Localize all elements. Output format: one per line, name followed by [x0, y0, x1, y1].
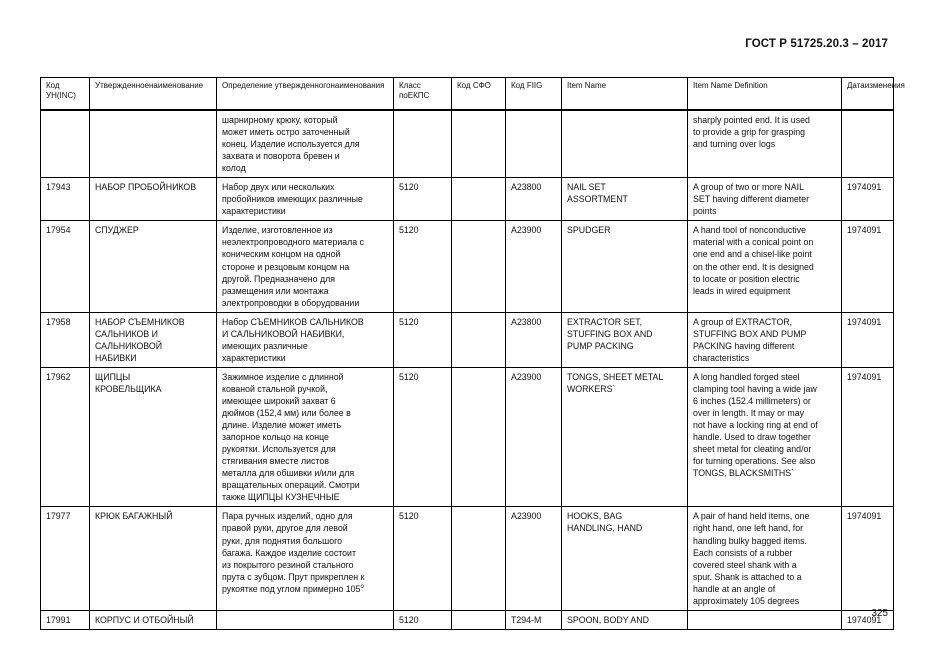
cell-line: [693, 138, 836, 150]
cell-line: [693, 340, 836, 352]
cell-line: [693, 316, 836, 328]
cell-line: [222, 407, 388, 419]
cell-line-text: A group of two or more NAIL: [693, 182, 804, 193]
column-header-line: Класс по: [399, 81, 421, 100]
cell-line-text: правой руки, другое для левой: [222, 523, 348, 534]
cell-line: [693, 352, 836, 364]
cell-line-text: И САЛЬНИКОВОЙ НАБИВКИ,: [222, 328, 345, 339]
column-header-ekps-class: [394, 78, 452, 111]
cell-sfo-code: [452, 507, 506, 610]
cell-line: [693, 443, 836, 455]
cell-inc-code: 17943: [41, 178, 90, 221]
document-header: ГОСТ Р 51725.20.3 – 2017: [745, 38, 888, 50]
cell-sfo-code: [452, 610, 506, 629]
column-header-item-name-definition: [688, 78, 842, 111]
cell-line-text: SPUDGER: [567, 225, 611, 236]
cell-change-date: 1974091: [842, 610, 894, 629]
cell-line: [567, 522, 682, 534]
cell-item-name-definition: [688, 178, 842, 221]
cell-fiig-code: T294-M: [506, 610, 562, 629]
cell-line-text: колод: [222, 163, 246, 174]
cell-line: [222, 248, 388, 260]
table-row: [41, 178, 894, 221]
cell-line-text: рукоятки. Используется для: [222, 444, 336, 455]
cell-line-text: HANDLING, HAND: [567, 523, 643, 534]
cell-item-name-definition: [688, 110, 842, 178]
cell-line: [222, 395, 388, 407]
cell-line: [693, 571, 836, 583]
column-header-line: Item Name: [567, 81, 607, 90]
cell-line-text: НАБОР СЪЕМНИКОВ: [95, 316, 185, 327]
cell-line-text: Зажимное изделие с длинной: [222, 371, 344, 382]
cell-line-text: Набор двух или нескольких: [222, 182, 335, 193]
cell-line-text: Пара ручных изделий, одно для: [222, 511, 353, 522]
column-header-line: ЕКПС: [407, 91, 430, 100]
cell-line: [693, 205, 836, 217]
cell-line-text: on the other end. It is designed: [693, 261, 814, 272]
cell-line: [567, 614, 682, 626]
cell-line-text: стороне и резцовым концом на: [222, 261, 350, 272]
cell-line: [222, 371, 388, 383]
cell-approved-definition: [217, 221, 394, 312]
cell-fiig-code: [506, 110, 562, 178]
table-header-row: [41, 78, 894, 111]
cell-line-text: sharply pointed end. It is used: [693, 115, 810, 125]
cell-approved-name: [90, 312, 217, 367]
cell-line: [95, 316, 211, 328]
cell-line: [693, 559, 836, 571]
cell-line-text: STUFFING BOX AND PUMP: [693, 328, 807, 339]
cell-line-text: характеристики: [222, 352, 286, 363]
cell-ekps-class: [394, 110, 452, 178]
cell-item-name: [562, 312, 688, 367]
cell-line-text: коническим концом на одной: [222, 249, 341, 260]
cell-line-text: handle. Used to draw together: [693, 432, 811, 443]
cell-line: [693, 407, 836, 419]
column-header-line: (INC): [56, 91, 76, 100]
column-header-line: наименования: [330, 81, 385, 90]
cell-line-text: EXTRACTOR SET,: [567, 316, 643, 327]
cell-line-text: САЛЬНИКОВОЙ: [95, 340, 163, 351]
cell-change-date: 1974091: [842, 507, 894, 610]
cell-line: [222, 455, 388, 467]
cell-change-date: 1974091: [842, 221, 894, 312]
cell-line: [693, 371, 836, 383]
cell-line-text: PUMP PACKING: [567, 340, 634, 351]
column-header-line: Утвержденное: [95, 81, 150, 90]
cell-line-text: размещения или монтажа: [222, 285, 329, 296]
cell-line-text: SPOON, BODY AND: [567, 614, 649, 625]
cell-line-text: НАБИВКИ: [95, 352, 137, 363]
cell-line: [693, 126, 836, 138]
cell-line-text: right hand, one left hand, for: [693, 523, 804, 534]
cell-line-text: for turning operations. See also: [693, 456, 816, 467]
cell-line-text: прута с зубцом. Прут прикреплен к: [222, 571, 365, 582]
cell-ekps-class: 5120: [394, 507, 452, 610]
column-header-sfo-code: [452, 78, 506, 111]
cell-approved-name: [90, 367, 217, 507]
cell-line: [222, 316, 388, 328]
cell-ekps-class: 5120: [394, 221, 452, 312]
nomenclature-table: [40, 77, 905, 630]
cell-line: [222, 491, 388, 503]
cell-line-text: STUFFING BOX AND: [567, 328, 653, 339]
cell-line-text: sheet metal for cleating and/or: [693, 444, 812, 455]
cell-line: [222, 150, 388, 162]
cell-item-name-definition: [688, 312, 842, 367]
cell-line: [693, 510, 836, 522]
cell-approved-definition: [217, 507, 394, 610]
cell-line-text: A long handled forged steel: [693, 371, 800, 382]
column-header-approved-definition: [217, 78, 394, 111]
cell-approved-definition: [217, 610, 394, 629]
column-header-item-name: [562, 78, 688, 111]
cell-item-name-definition: [688, 367, 842, 507]
cell-line-text: NAIL SET: [567, 182, 606, 193]
cell-inc-code: 17962: [41, 367, 90, 507]
cell-line: [222, 181, 388, 193]
cell-ekps-class: 5120: [394, 312, 452, 367]
cell-line: [693, 383, 836, 395]
cell-line-text: длине. Изделие может иметь: [222, 420, 342, 431]
column-header-fiig-code: [506, 78, 562, 111]
cell-line: [567, 224, 682, 236]
cell-line-text: covered steel shank with a: [693, 559, 797, 570]
cell-approved-definition: [217, 312, 394, 367]
cell-fiig-code: A23800: [506, 178, 562, 221]
cell-line: [222, 297, 388, 309]
cell-line: [693, 273, 836, 285]
cell-fiig-code: A23900: [506, 507, 562, 610]
cell-line: [693, 248, 836, 260]
cell-inc-code: [41, 110, 90, 178]
cell-inc-code: 17991: [41, 610, 90, 629]
cell-line-text: points: [693, 206, 717, 217]
cell-line: [222, 419, 388, 431]
cell-line-text: handling bulky bagged items.: [693, 535, 807, 546]
cell-line-text: рукоятке под углом примерно 105: [222, 583, 361, 594]
table-row: [41, 110, 894, 178]
cell-approved-name: [90, 221, 217, 312]
cell-line-text: ASSORTMENT: [567, 194, 628, 205]
cell-line-text: to locate or position electric: [693, 273, 800, 284]
cell-line: [222, 431, 388, 443]
table-row: [41, 221, 894, 312]
cell-line: [222, 261, 388, 273]
cell-line-text: пробойников имеющих различные: [222, 194, 363, 205]
cell-approved-name: [90, 178, 217, 221]
cell-change-date: [842, 110, 894, 178]
cell-line-text: также ЩИПЦЫ КУЗНЕЧНЫЕ: [222, 492, 340, 503]
cell-line: [222, 571, 388, 583]
cell-item-name-definition: [688, 507, 842, 610]
cell-ekps-class: 5120: [394, 178, 452, 221]
cell-line-text: стягивания вместе листов: [222, 456, 329, 467]
cell-sfo-code: [452, 312, 506, 367]
cell-line: [222, 285, 388, 297]
cell-line-text: дюймов (152,4 мм) или более в: [222, 408, 351, 419]
cell-line: [693, 547, 836, 559]
cell-line: [693, 114, 836, 126]
cell-line-text: spur. Shank is attached to a: [693, 571, 802, 582]
cell-line-text: характеристики: [222, 206, 286, 217]
cell-line: [693, 455, 836, 467]
cell-line: [693, 431, 836, 443]
cell-line-text: characteristics: [693, 352, 750, 363]
cell-change-date: 1974091: [842, 312, 894, 367]
column-header-line: Код СФО: [457, 81, 491, 90]
column-header-line: Item Name Definition: [693, 81, 768, 90]
cell-line-text: one end and a chisel-like point: [693, 249, 812, 260]
column-header-approved-name: [90, 78, 217, 111]
cell-line: [693, 224, 836, 236]
cell-sfo-code: [452, 221, 506, 312]
cell-line: [567, 193, 682, 205]
cell-line-text: КРЮК БАГАЖНЫЙ: [95, 511, 173, 522]
cell-line-text: WORKERS`: [567, 383, 616, 394]
cell-line: [222, 352, 388, 364]
cell-line: [222, 328, 388, 340]
cell-line: [222, 273, 388, 285]
cell-line: [693, 419, 836, 431]
cell-line: [95, 181, 211, 193]
cell-line-text: может иметь остро заточенный: [222, 127, 350, 138]
cell-line: [693, 583, 836, 595]
table-row: [41, 610, 894, 629]
cell-change-date: 1974091: [842, 367, 894, 507]
cell-line: [567, 328, 682, 340]
cell-line-text: руки, для поднятия большого: [222, 535, 342, 546]
cell-line: [95, 328, 211, 340]
cell-line: [222, 224, 388, 236]
cell-line: [222, 522, 388, 534]
cell-line: [222, 138, 388, 150]
cell-ekps-class: 5120: [394, 610, 452, 629]
column-header-line: изменения: [864, 81, 905, 90]
cell-line: [222, 162, 388, 174]
page-number: 325: [871, 608, 888, 619]
cell-item-name-definition: [688, 610, 842, 629]
cell-line-text: A pair of hand held items, one: [693, 511, 810, 522]
cell-inc-code: 17977: [41, 507, 90, 610]
cell-line-text: имеющее широкий захват 6: [222, 395, 336, 406]
cell-line-text: A group of EXTRACTOR,: [693, 316, 793, 327]
cell-line: [222, 467, 388, 479]
cell-line: [693, 193, 836, 205]
cell-line-text: Набор СЪЕМНИКОВ САЛЬНИКОВ: [222, 316, 364, 327]
cell-line: [567, 383, 682, 395]
cell-line-text: leads in wired equipment: [693, 285, 791, 296]
cell-line-text: КОРПУС И ОТБОЙНЫЙ: [95, 614, 194, 625]
cell-line: [95, 614, 211, 626]
cell-line: [567, 371, 682, 383]
cell-line-text: СПУДЖЕР: [95, 225, 139, 236]
cell-line-text: кованой стальной ручкой,: [222, 383, 328, 394]
cell-line-text: неэлектропроводного материала с: [222, 237, 365, 248]
column-header-line: наименование: [149, 81, 204, 90]
cell-line: [222, 510, 388, 522]
cell-line-text: not have a locking ring at end of: [693, 420, 818, 431]
cell-line: [222, 535, 388, 547]
cell-line-text: over in length. It may or may: [693, 408, 804, 419]
cell-line: [222, 126, 388, 138]
cell-ekps-class: 5120: [394, 367, 452, 507]
cell-line-text: SET having different diameter: [693, 194, 810, 205]
cell-fiig-code: A23900: [506, 367, 562, 507]
cell-item-name: [562, 110, 688, 178]
cell-line-text: and turning over logs: [693, 139, 776, 150]
cell-line: [693, 522, 836, 534]
cell-change-date: 1974091: [842, 178, 894, 221]
cell-line: [95, 340, 211, 352]
cell-line-text: запорное кольцо на конце: [222, 432, 329, 443]
cell-line-text: material with a conical point on: [693, 237, 814, 248]
cell-approved-name: [90, 507, 217, 610]
cell-line-text: TONGS, BLACKSMITHS`: [693, 468, 795, 479]
cell-line: [693, 261, 836, 273]
cell-line-text: электропроводки в оборудовании: [222, 297, 360, 308]
cell-line: [95, 371, 211, 383]
cell-line-text: ЩИПЦЫ: [95, 371, 131, 382]
cell-line-text: конец. Изделие используется для: [222, 139, 360, 150]
cell-inc-code: 17954: [41, 221, 90, 312]
cell-line-text: другой. Предназначено для: [222, 273, 336, 284]
cell-fiig-code: A23900: [506, 221, 562, 312]
cell-line: [222, 383, 388, 395]
column-header-line: Определение утвержденного: [222, 81, 331, 90]
cell-line: [222, 236, 388, 248]
cell-line-text: HOOKS, BAG: [567, 511, 623, 522]
cell-sfo-code: [452, 178, 506, 221]
cell-item-name: [562, 367, 688, 507]
cell-line: [567, 510, 682, 522]
cell-line: [567, 340, 682, 352]
cell-item-name: [562, 178, 688, 221]
cell-line-text: TONGS, SHEET METAL: [567, 371, 664, 382]
cell-line-text: 6 inches (152.4 millimeters) or: [693, 395, 811, 406]
cell-fiig-code: A23800: [506, 312, 562, 367]
cell-line-text: имеющих различные: [222, 340, 308, 351]
cell-line: [693, 328, 836, 340]
cell-line-text: багажа. Каждое изделие состоит: [222, 547, 356, 558]
cell-line: [222, 443, 388, 455]
cell-line: [567, 316, 682, 328]
cell-line: [693, 181, 836, 193]
cell-line: [95, 510, 211, 522]
cell-line-text: КРОВЕЛЬЩИКА: [95, 383, 162, 394]
cell-line-text: САЛЬНИКОВ И: [95, 328, 158, 339]
table-row: [41, 507, 894, 610]
cell-line-text: металла для обшивки и/или для: [222, 468, 355, 479]
cell-line: [693, 535, 836, 547]
column-header-line: Код FIIG: [511, 81, 543, 90]
cell-line-text: PACKING having different: [693, 340, 795, 351]
cell-line: [693, 467, 836, 479]
cell-line: [95, 224, 211, 236]
cell-line-text: approximately 105 degrees: [693, 595, 800, 606]
cell-line: [222, 559, 388, 571]
cell-line-text: НАБОР ПРОБОЙНИКОВ: [95, 182, 197, 193]
cell-approved-definition: [217, 178, 394, 221]
cell-approved-name: [90, 610, 217, 629]
cell-item-name: [562, 610, 688, 629]
cell-approved-definition: [217, 367, 394, 507]
cell-line-text: A hand tool of nonconductive: [693, 225, 806, 236]
cell-line: [222, 205, 388, 217]
cell-line-text: clamping tool having a wide jaw: [693, 383, 817, 394]
cell-line: [222, 114, 388, 126]
cell-line: [693, 236, 836, 248]
cell-line: [222, 479, 388, 491]
cell-line: [222, 193, 388, 205]
table-row: [41, 312, 894, 367]
table-row: [41, 367, 894, 507]
column-header-change-date: [842, 78, 905, 111]
column-header-inc-code: [41, 78, 90, 111]
cell-item-name: [562, 221, 688, 312]
cell-sfo-code: [452, 110, 506, 178]
cell-line: [222, 547, 388, 559]
cell-item-name: [562, 507, 688, 610]
column-header-line: Дата: [847, 81, 865, 90]
cell-line-text: Each consists of a rubber: [693, 547, 793, 558]
cell-line-text: to provide a grip for grasping: [693, 127, 805, 138]
cell-line-text: из покрытого резиной стального: [222, 559, 354, 570]
cell-line: [567, 181, 682, 193]
cell-line-text: захвата и поворота бревен и: [222, 151, 340, 162]
cell-sfo-code: [452, 367, 506, 507]
cell-line: [95, 352, 211, 364]
cell-line-text: шарнирному крюку, который: [222, 115, 338, 125]
cell-approved-name: [90, 110, 217, 178]
cell-line: [693, 395, 836, 407]
cell-line: [693, 285, 836, 297]
cell-line-text: Изделие, изготовленное из: [222, 225, 333, 236]
column-header-line: Код УН: [46, 81, 60, 100]
cell-line: [693, 595, 836, 607]
cell-line-text: вращательных операций. Смотри: [222, 480, 360, 491]
cell-line-text: handle at an angle of: [693, 583, 776, 594]
cell-item-name-definition: [688, 221, 842, 312]
cell-line: [222, 340, 388, 352]
cell-line: [95, 383, 211, 395]
cell-inc-code: 17958: [41, 312, 90, 367]
degree-superscript: о: [360, 583, 364, 590]
cell-approved-definition: [217, 110, 394, 178]
cell-line: [222, 583, 388, 595]
